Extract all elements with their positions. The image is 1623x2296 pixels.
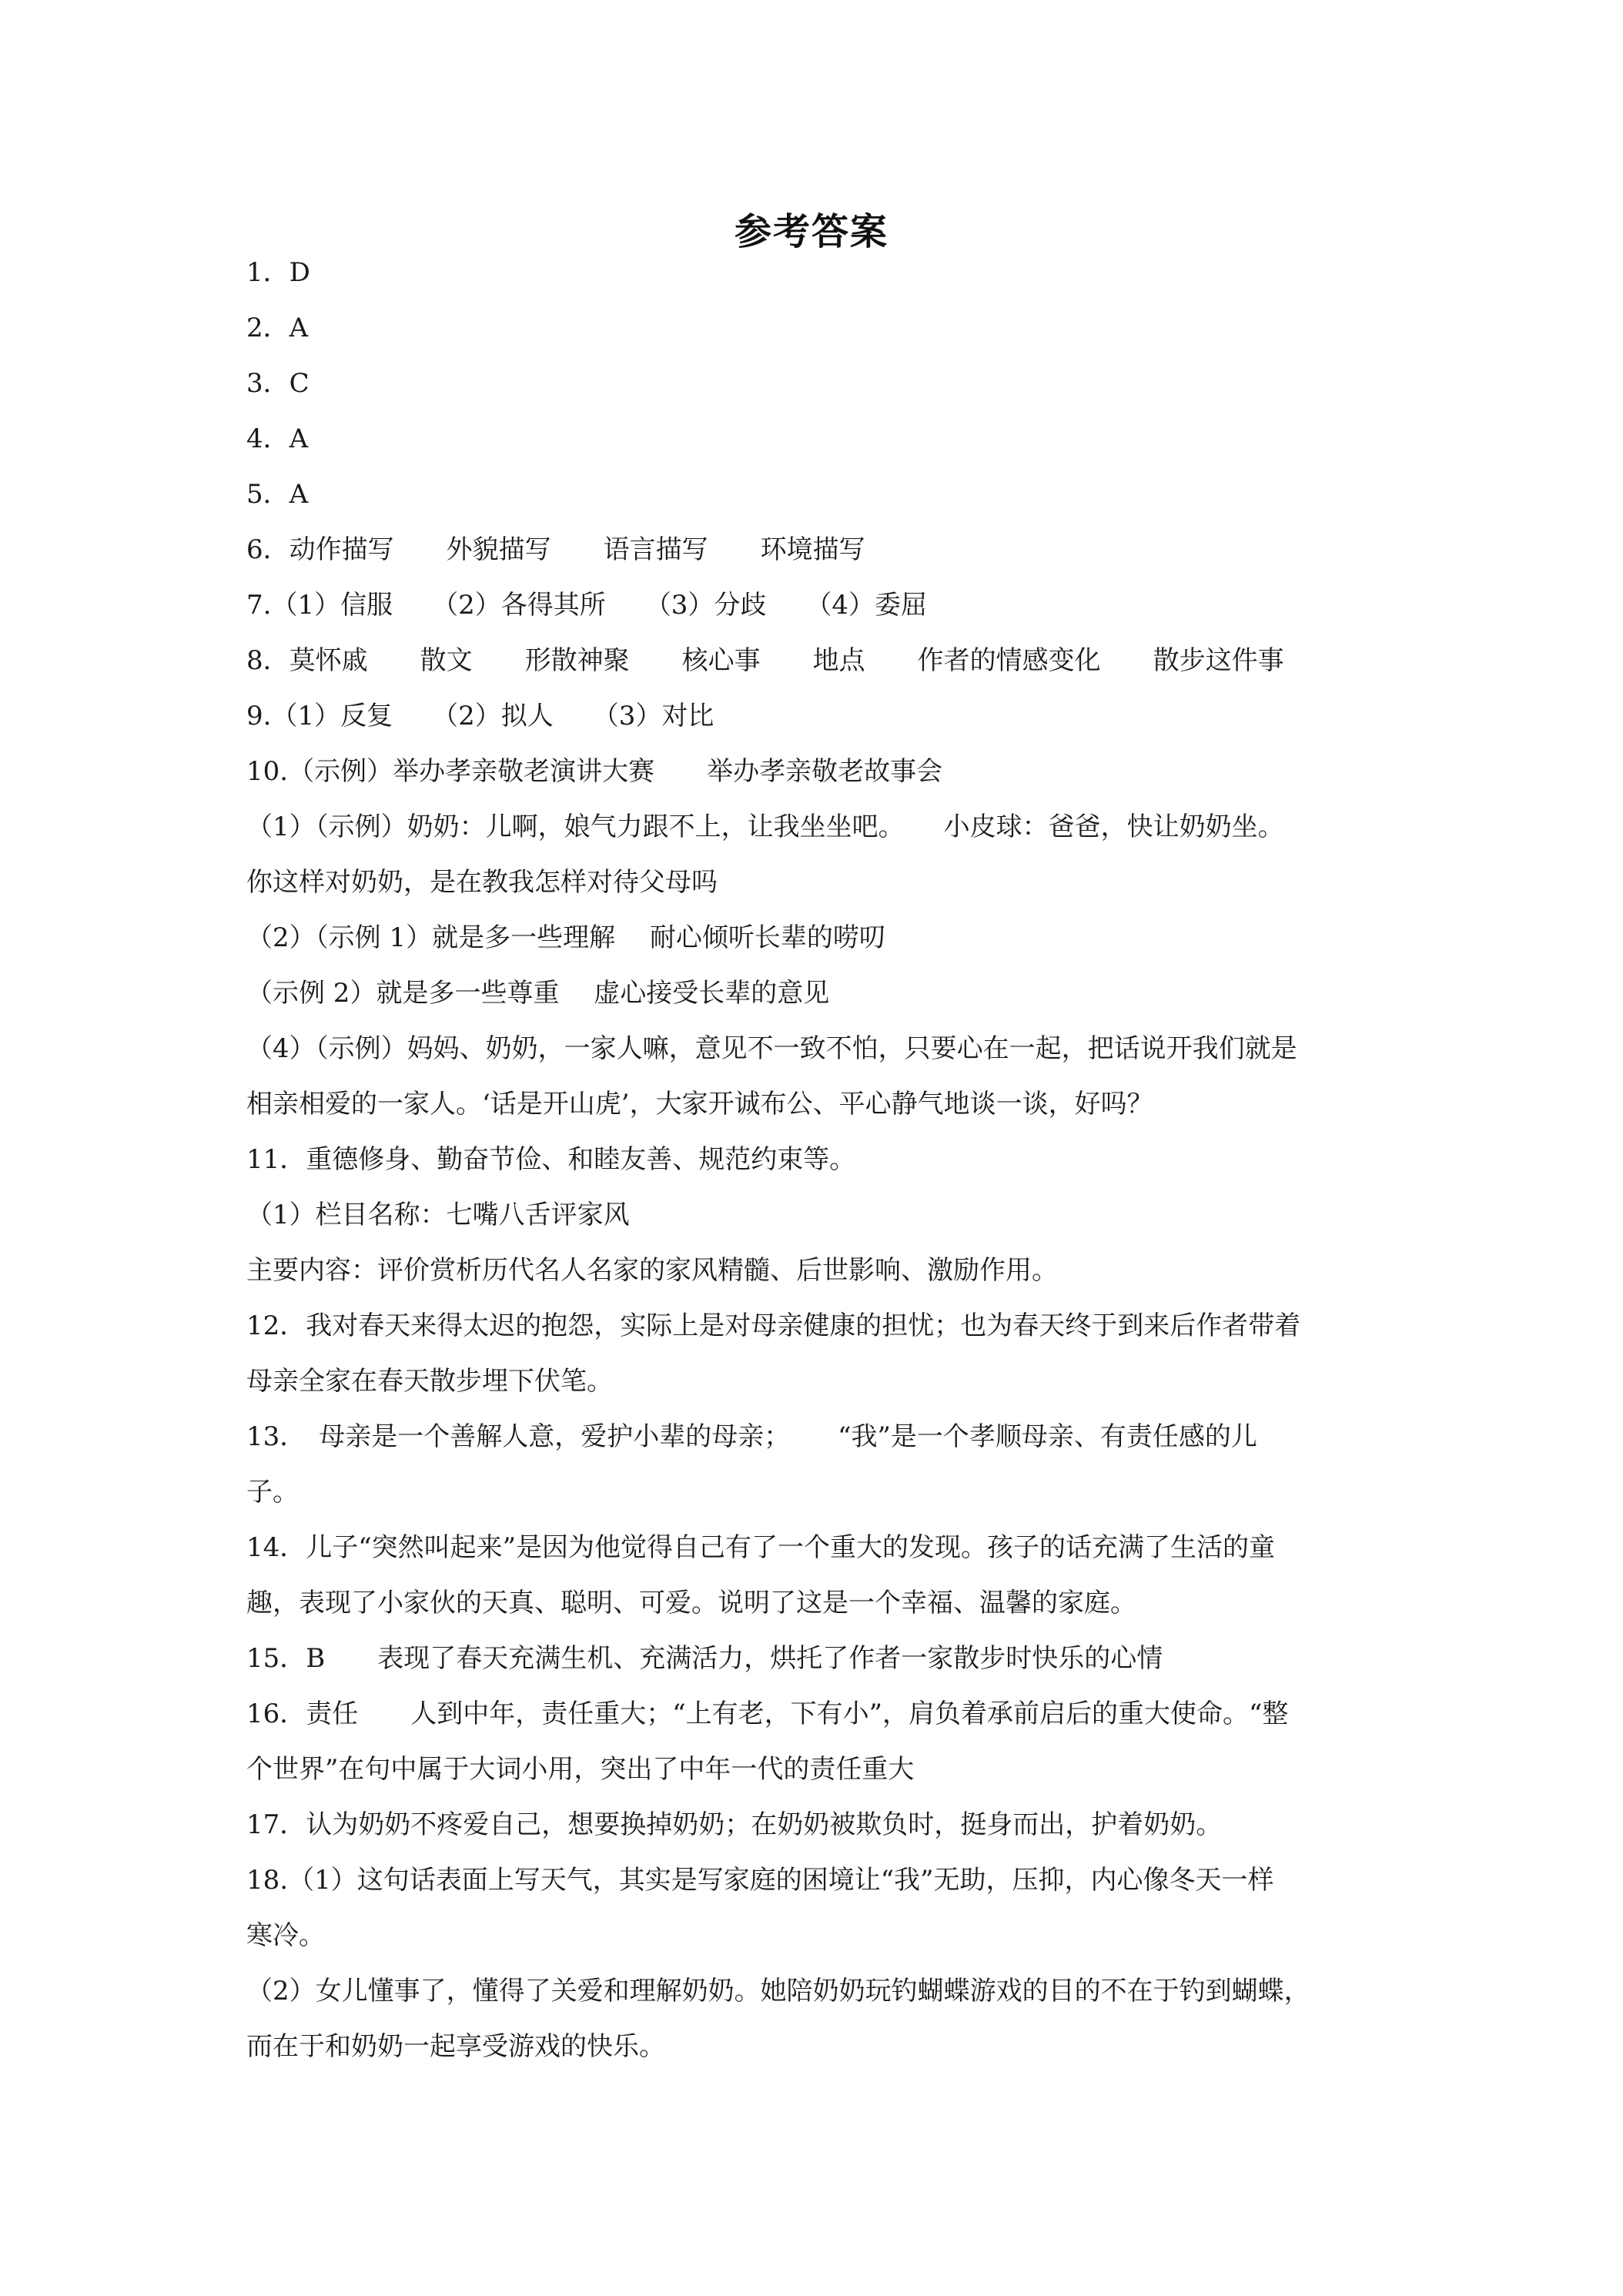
answer-line: （1）栏目名称：七嘴八舌评家风: [246, 1200, 630, 1230]
answer-line: 12．我对春天来得太迟的抱怨，实际上是对母亲健康的担忧；也为春天终于到来后作者带着: [246, 1310, 1301, 1341]
answer-line: 11．重德修身、勤奋节俭、和睦友善、规范约束等。: [246, 1144, 856, 1175]
answer-line: 6．动作描写 外貌描写 语言描写 环境描写: [246, 534, 865, 565]
answer-line: 4．A: [246, 423, 309, 454]
answer-line: 16．责任 人到中年，责任重大；“上有老，下有小”，肩负着承前启后的重大使命。“整: [246, 1699, 1289, 1729]
answer-line: 18.（1）这句话表面上写天气，其实是写家庭的困境让“我”无助，压抑，内心像冬天一样: [246, 1865, 1274, 1896]
answer-line: 13． 母亲是一个善解人意，爱护小辈的母亲； “我”是一个孝顺母亲、有责任感的儿: [246, 1421, 1257, 1452]
answer-line: 15．B 表现了春天充满生机、充满活力，烘托了作者一家散步时快乐的心情: [246, 1643, 1163, 1674]
answer-line: （2）女儿懂事了，懂得了关爱和理解奶奶。她陪奶奶玩钓蝴蝶游戏的目的不在于钓到蝴蝶，: [246, 1976, 1310, 2006]
answer-line: 8．莫怀戚 散文 形散神聚 核心事 地点 作者的情感变化 散步这件事: [246, 645, 1284, 676]
answer-line: 主要内容：评价赏析历代名人名家的家风精髓、后世影响、激励作用。: [246, 1255, 1058, 1286]
answer-line: 1．D: [246, 257, 310, 288]
answer-line: （2）（示例 1）就是多一些理解 耐心倾听长辈的唠叨: [246, 922, 885, 953]
answer-line: 你这样对奶奶，是在教我怎样对待父母吗: [246, 867, 718, 898]
answer-line: 子。: [246, 1477, 299, 1508]
answer-line: 相亲相爱的一家人。‘话是开山虎’，大家开诚布公、平心静气地谈一谈，好吗？: [246, 1089, 1153, 1120]
answer-line: （1）（示例）奶奶：儿啊，娘气力跟不上，让我坐坐吧。 小皮球：爸爸，快让奶奶坐。: [246, 812, 1284, 842]
answer-line: 5．A: [246, 479, 309, 510]
answer-line: （示例 2）就是多一些尊重 虚心接受长辈的意见: [246, 978, 830, 1009]
answer-line: 10.（示例）举办孝亲敬老演讲大赛 举办孝亲敬老故事会: [246, 756, 943, 787]
answer-line: 寒冷。: [246, 1920, 325, 1951]
answer-line: 9.（1）反复 （2）拟人 （3）对比: [246, 701, 714, 731]
answer-line: 趣，表现了小家伙的天真、聪明、可爱。说明了这是一个幸福、温馨的家庭。: [246, 1588, 1136, 1618]
page-title: 参考答案: [734, 210, 888, 253]
answer-line: 个世界”在句中属于大词小用，突出了中年一代的责任重大: [246, 1754, 915, 1785]
answer-line: 3．C: [246, 368, 310, 399]
answer-line: 14．儿子“突然叫起来”是因为他觉得自己有了一个重大的发现。孩子的话充满了生活的童: [246, 1532, 1276, 1563]
answer-line: （4）（示例）妈妈、奶奶，一家人嘛，意见不一致不怕，只要心在一起，把话说开我们就是: [246, 1033, 1297, 1064]
answer-line: 7.（1）信服 （2）各得其所 （3）分歧 （4）委屈: [246, 590, 927, 621]
answer-line: 17．认为奶奶不疼爱自己，想要换掉奶奶；在奶奶被欺负时，挺身而出，护着奶奶。: [246, 1809, 1223, 1840]
answer-line: 母亲全家在春天散步埋下伏笔。: [246, 1366, 613, 1397]
answer-line: 而在于和奶奶一起享受游戏的快乐。: [246, 2031, 665, 2062]
answer-line: 2．A: [246, 313, 309, 343]
